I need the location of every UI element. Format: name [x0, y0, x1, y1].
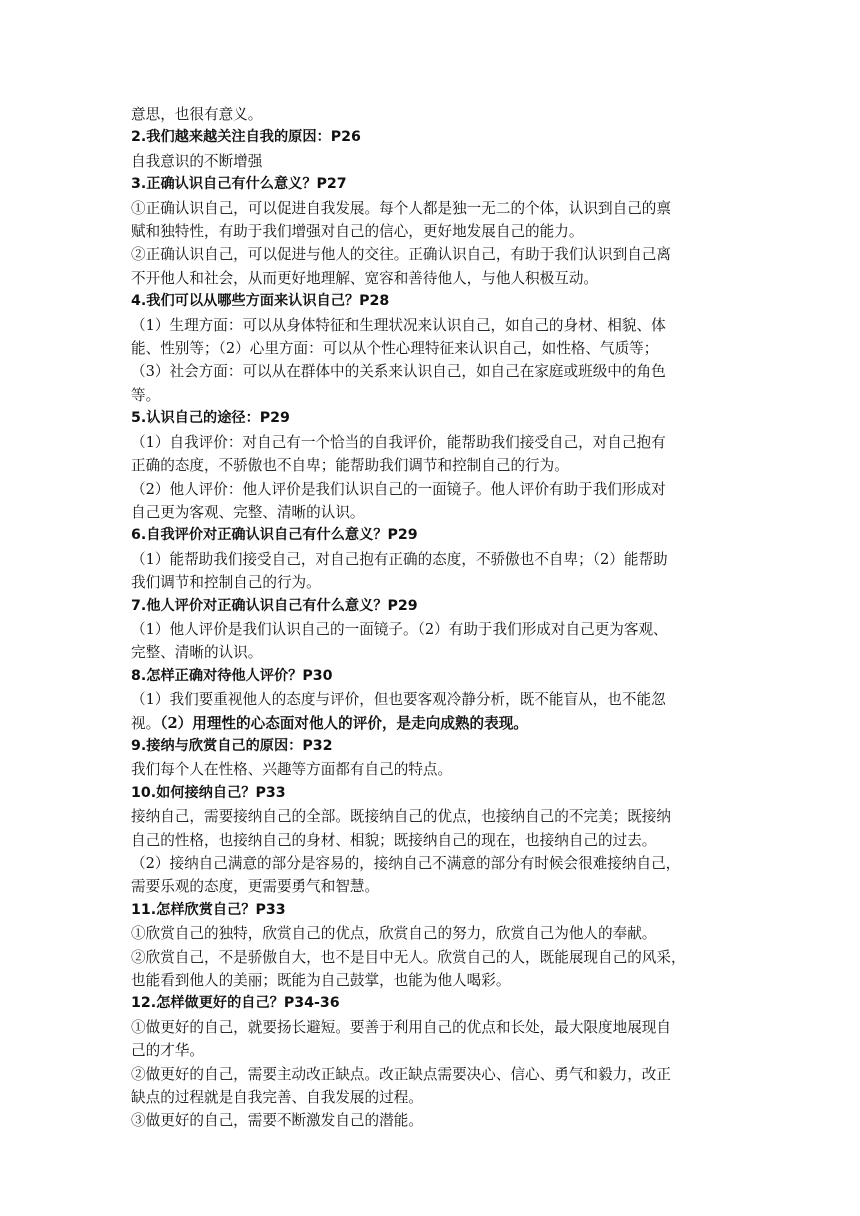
document-page [131, 103, 731, 1133]
section-line: 正确的态度，不骄傲也不自卑；能帮助我们调节和控制自己的行为。 [131, 457, 569, 475]
section-line: （1）能帮助我们接受自己，对自己抱有正确的态度，不骄傲也不自卑；（2）能帮助 [131, 550, 668, 568]
section-6 [131, 524, 731, 594]
section-heading: 11.怎样欣赏自己？P33 [131, 901, 286, 918]
section-line: 接纳自己，需要接纳自己的全部。既接纳自己的优点，也接纳自己的不完美；既接纳 [131, 808, 671, 826]
section-line: 自己更为客观、完整、清晰的认识。 [131, 503, 365, 521]
section-line: 完整、清晰的认识。 [131, 644, 263, 662]
section-11 [131, 899, 731, 993]
section-7 [131, 595, 731, 665]
section-line: ①正确认识自己，可以促进自我发展。每个人都是独一无二的个体，认识到自己的禀 [131, 199, 671, 217]
section-line: 自我意识的不断增强 [131, 152, 263, 170]
section-heading: 5.认识自己的途径：P29 [131, 410, 290, 427]
section-line: 需要乐观的态度，更需要勇气和智慧。 [131, 878, 380, 896]
section-heading: 7.他人评价对正确认识自己有什么意义？P29 [131, 597, 418, 614]
section-line: ③做更好的自己，需要不断激发自己的潜能。 [131, 1112, 423, 1130]
section-2 [131, 126, 731, 173]
section-heading: 4.我们可以从哪些方面来认识自己？P28 [131, 293, 390, 310]
section-line: （2）接纳自己满意的部分是容易的，接纳自己不满意的部分有时候会很难接纳自己， [131, 855, 681, 872]
section-12 [131, 992, 731, 1132]
section-line: ②正确认识自己，可以促进与他人的交往。正确认识自己，有助于我们认识到自己离 [131, 246, 671, 264]
section-line: 赋和独特性，有助于我们增强对自己的信心，更好地发展自己的能力。 [131, 223, 584, 241]
intro-tail: 意思，也很有意义。 [131, 106, 263, 123]
section-line: 我们每个人在性格、兴趣等方面都有自己的特点。 [131, 761, 453, 779]
section-line: ②欣赏自己，不是骄傲自大，也不是目中无人。欣赏自己的人，既能展现自己的风采， [131, 948, 686, 966]
section-line-mixed [131, 712, 731, 735]
section-10 [131, 782, 731, 899]
section-heading: 10.如何接纳自己？P33 [131, 784, 286, 801]
section-line: 等。 [131, 386, 161, 404]
section-line: （2）他人评价：他人评价是我们认识自己的一面镜子。他人评价有助于我们形成对 [131, 480, 666, 498]
section-line: 能、性别等；（2）心里方面：可以从个性心理特征来认识自己，如性格、气质等； [131, 340, 659, 358]
section-line: 自己的性格，也接纳自己的身材、相貌；既接纳自己的现在，也接纳自己的过去。 [131, 831, 657, 849]
section-line: ②做更好的自己，需要主动改正缺点。改正缺点需要决心、信心、勇气和毅力，改正 [131, 1065, 671, 1083]
section-heading: 8.怎样正确对待他人评价？P30 [131, 667, 333, 684]
sections [131, 126, 731, 1132]
section-heading: 9.接纳与欣赏自己的原因：P32 [131, 737, 333, 754]
section-line: （1）我们要重视他人的态度与评价，但也要客观冷静分析，既不能盲从，也不能忽 [131, 691, 666, 709]
plain-text: 视。 [131, 714, 161, 732]
section-8 [131, 665, 731, 735]
section-heading: 6.自我评价对正确认识自己有什么意义？P29 [131, 527, 418, 544]
bold-text: （2）用理性的心态面对他人的评价，是走向成熟的表现。 [160, 714, 528, 732]
section-3 [131, 173, 731, 290]
section-line: （1）生理方面：可以从身体特征和生理状况来认识自己，如自己的身材、相貌、体 [131, 316, 666, 334]
section-9 [131, 735, 731, 782]
section-line: （1）他人评价是我们认识自己的一面镜子。（2）有助于我们形成对自己更为客观、 [131, 620, 668, 638]
section-line: （3）社会方面：可以从在群体中的关系来认识自己，如自己在家庭或班级中的角色 [131, 363, 666, 381]
section-line: 己的才华。 [131, 1042, 204, 1060]
section-heading: 12.怎样做更好的自己？P34-36 [131, 995, 340, 1012]
section-line: 缺点的过程就是自我完善、自我发展的过程。 [131, 1089, 423, 1107]
section-line: ①做更好的自己，就要扬长避短。要善于利用自己的优点和长处，最大限度地展现自 [131, 1018, 671, 1036]
section-4 [131, 290, 731, 407]
section-line: 也能看到他人的美丽；既能为自己鼓掌，也能为他人喝彩。 [131, 972, 511, 990]
section-heading: 3.正确认识自己有什么意义？P27 [131, 176, 347, 193]
section-line: （1）自我评价：对自己有一个恰当的自我评价，能帮助我们接受自己，对自己抱有 [131, 433, 666, 451]
section-heading: 2.我们越来越关注自我的原因：P26 [131, 129, 361, 146]
section-line: 不开他人和社会，从而更好地理解、宽容和善待他人，与他人积极互动。 [131, 269, 599, 287]
section-line: 我们调节和控制自己的行为。 [131, 574, 321, 592]
section-line: ①欣赏自己的独特，欣赏自己的优点，欣赏自己的努力，欣赏自己为他人的奉献。 [131, 925, 657, 943]
section-5 [131, 407, 731, 524]
